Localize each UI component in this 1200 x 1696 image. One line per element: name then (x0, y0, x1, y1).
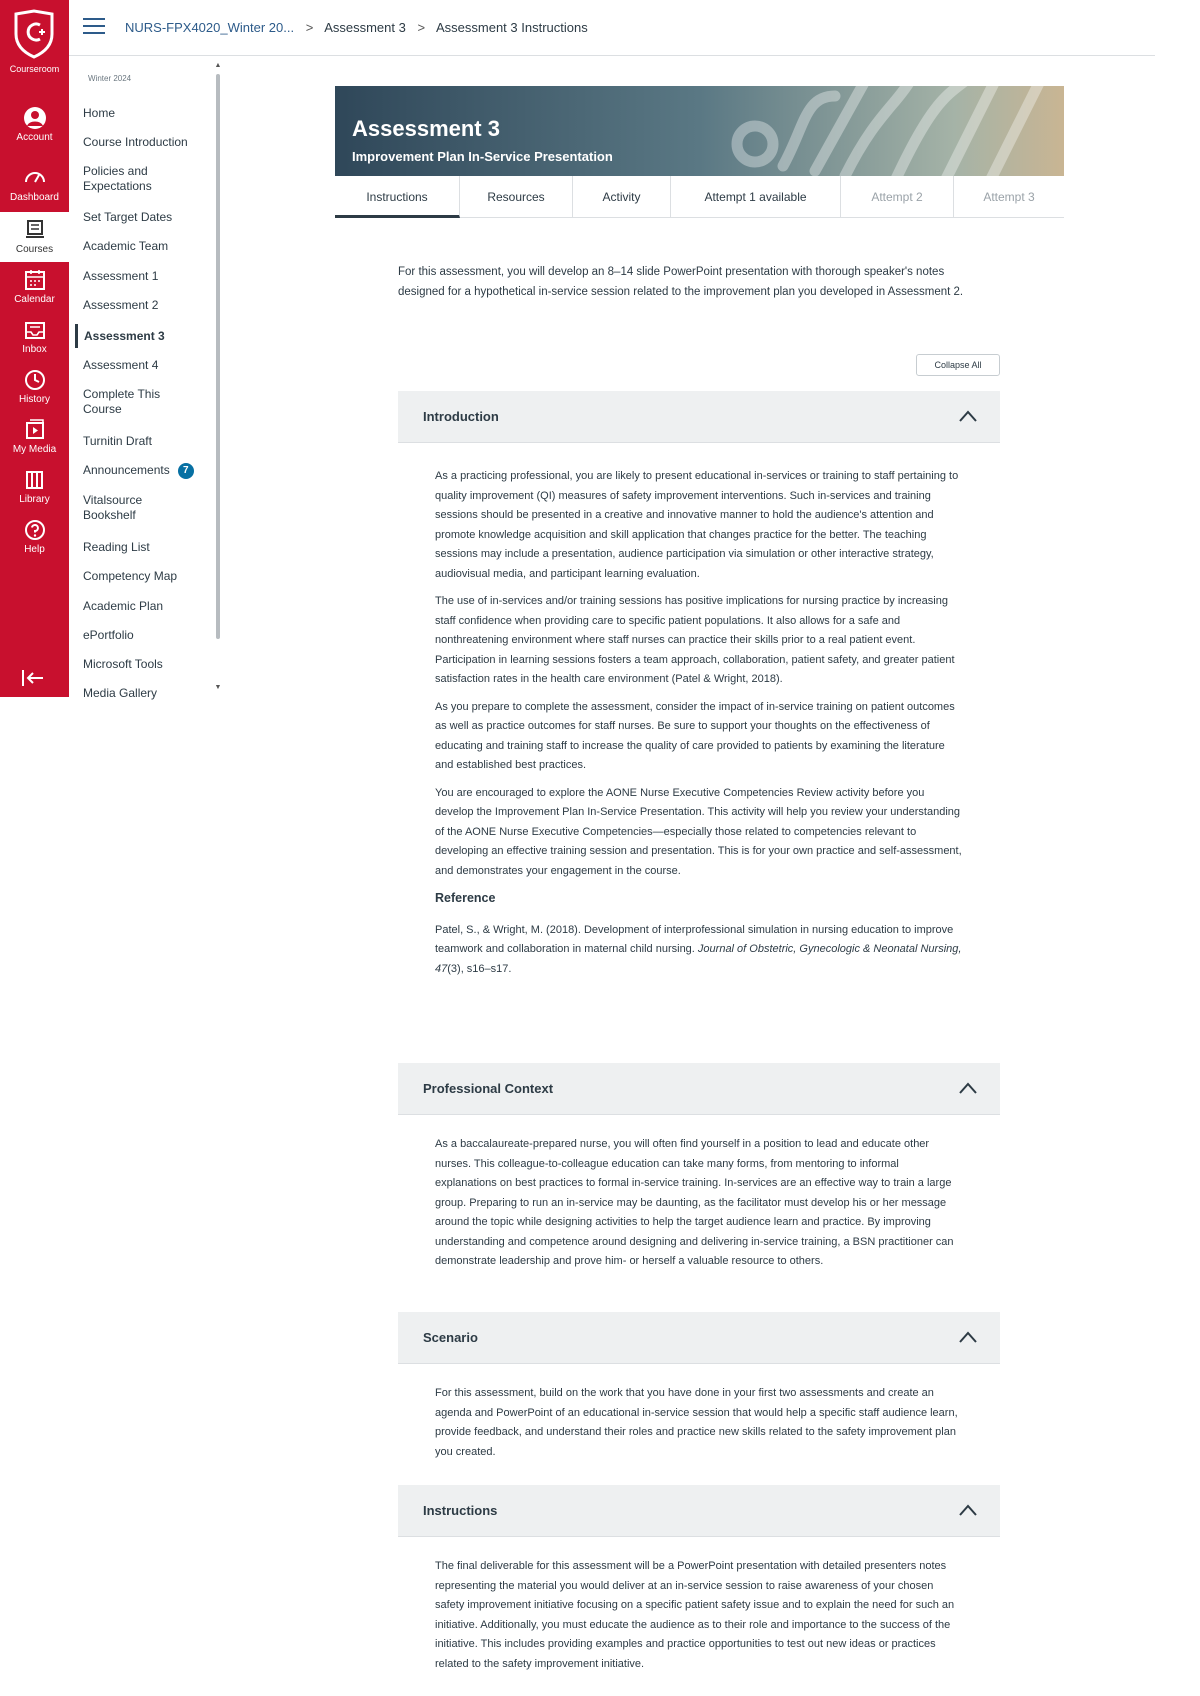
gnav-dashboard[interactable] (0, 166, 69, 216)
course-nav-microsoft-tools[interactable]: Microsoft Tools (83, 657, 163, 671)
breadcrumb-bar (69, 0, 1155, 56)
gnav-inbox[interactable] (0, 318, 69, 368)
scroll-down-arrow-icon[interactable]: ▼ (214, 684, 222, 691)
gnav-label: Library (19, 494, 50, 505)
unread-count-badge: 7 (178, 463, 194, 479)
course-nav-assessment-4[interactable]: Assessment 4 (83, 358, 159, 372)
tab-resources[interactable]: Resources (460, 176, 573, 218)
course-nav-policies[interactable]: Policies and Expectations (83, 164, 152, 193)
gnav-account[interactable] (0, 106, 69, 156)
breadcrumb-current: Assessment 3 Instructions (435, 20, 588, 35)
intro-paragraph: As a practicing professional, you are likely to present educational in-services or training to staff pertaining to quality improvement (QI) measures of safety improvement interventions. Such in-services and training sessions should be presented in a creative and innovative manner to hold the audience's attention and promote knowledge acquisition and skill application that changes practice for the better. The teaching sessions may include a presentation, audience participation via simulation or other interactive strategy, audiovisual media, and participant learning evaluation. (435, 470, 959, 580)
accordion-introduction-body (435, 467, 963, 987)
course-nav-home[interactable]: Home (83, 106, 116, 120)
course-nav-eportfolio[interactable]: ePortfolio (83, 628, 134, 642)
course-nav-complete-this-course[interactable]: Complete This Course (83, 387, 161, 416)
accordion-professional-context-body (435, 1135, 963, 1280)
global-nav (0, 0, 69, 697)
collapse-all-button[interactable]: Collapse All (916, 354, 1000, 376)
course-nav-academic-team[interactable]: Academic Team (83, 239, 169, 253)
courses-icon (23, 218, 47, 242)
reference-text: Patel, S., & Wright, M. (2018). Development of interprofessional simulation in nursing education to improve teamwork and collaboration in maternal child nursing. (435, 923, 954, 955)
course-nav-announcements[interactable] (75, 463, 215, 479)
gnav-help[interactable] (0, 518, 69, 568)
gnav-label: Courses (15, 244, 54, 255)
gnav-label: Help (24, 544, 45, 555)
assessment-overview-text: For this assessment, you will develop an 8–14 slide PowerPoint presentation with thorough speaker's notes designed for a hypothetical in-service session related to the improvement plan you developed in Assessment 2. (398, 266, 964, 298)
accordion-title: Professional Context (423, 1081, 554, 1096)
course-nav-set-target-dates[interactable]: Set Target Dates (83, 210, 173, 224)
term-label: Winter 2024 (88, 74, 132, 83)
accordion-title: Scenario (423, 1330, 478, 1345)
tab-attempt-1[interactable]: Attempt 1 available (671, 176, 841, 218)
dashboard-icon (23, 166, 47, 190)
announcements-label: Announcements (83, 463, 170, 478)
intro-paragraph: The use of in-services and/or training sessions has positive implications for nursing practice by increasing staff confidence when providing care to specific patient populations. It also allows for a safe and nonthreatening environment where staff nurses can practice their skills prior to a real patient event. Participation in learning sessions fosters a team approach, collaboration, patient safety, and greater patient satisfaction rates in the health care environment (Patel & Wright, 2018). (435, 595, 955, 685)
course-nav-turnitin-draft[interactable]: Turnitin Draft (83, 434, 152, 448)
tab-activity[interactable]: Activity (573, 176, 671, 218)
assessment-subtitle: Improvement Plan In-Service Presentation (352, 149, 613, 164)
accordion-scenario-body (435, 1384, 963, 1470)
course-nav-assessment-2[interactable]: Assessment 2 (83, 298, 159, 312)
reference-journal: Journal of Obstetric, Gynecologic & Neonatal Nursing, 47 (435, 943, 962, 975)
breadcrumb (125, 20, 588, 35)
scrollbar-thumb[interactable] (216, 74, 220, 639)
gnav-my-media[interactable] (0, 418, 69, 468)
accordion-instructions-header[interactable] (398, 1485, 1000, 1537)
reference-heading: Reference (435, 891, 496, 905)
intro-paragraph: You are encouraged to explore the AONE Nurse Executive Competencies Review activity before you develop the Improvement Plan In-Service Presentation. This activity will help you review your understanding of the AONE Nurse Executive Competencies—especially those related to competencies relevant to developing an effective training session and presentation. This is for your own practice and self-assessment, and demonstrates your engagement in the course. (435, 786, 962, 877)
accordion-introduction-header[interactable] (398, 391, 1000, 443)
scenario-paragraph: For this assessment, build on the work that you have done in your first two assessments and create an agenda and PowerPoint of an educational in-service session that would help a specific staff audience learn, provide feedback, and understand their roles and practice new skills related to the safety improvement plan you created. (435, 1387, 958, 1458)
tab-instructions[interactable]: Instructions (335, 176, 460, 218)
chevron-right-icon: > (305, 20, 314, 35)
accordion-title: Instructions (423, 1503, 498, 1518)
tab-attempt-3: Attempt 3 (983, 190, 1035, 204)
gnav-label: My Media (12, 444, 57, 455)
library-icon (23, 468, 47, 492)
chevron-up-icon (958, 1330, 978, 1344)
tab-attempt-2: Attempt 2 (841, 176, 954, 218)
course-nav-assessment-3[interactable]: Assessment 3 (75, 324, 215, 348)
course-nav-competency-map[interactable]: Competency Map (83, 569, 178, 583)
breadcrumb-assessment[interactable]: Assessment 3 (324, 20, 406, 35)
assessment-banner (335, 86, 1064, 176)
course-nav-academic-plan[interactable]: Academic Plan (83, 599, 164, 613)
course-nav-course-introduction[interactable]: Course Introduction (83, 135, 188, 149)
accordion-title: Introduction (423, 409, 499, 424)
gnav-history[interactable] (0, 368, 69, 418)
course-nav (75, 62, 225, 700)
gnav-label: History (18, 394, 51, 405)
scroll-up-arrow-icon[interactable]: ▲ (214, 62, 222, 69)
courseroom-logo[interactable] (0, 0, 69, 78)
gnav-label: Dashboard (10, 192, 59, 203)
instructions-paragraph: The final deliverable for this assessment will be a PowerPoint presentation with detailed presenters notes representing the material you would deliver at an in-service session to raise awareness of your chosen safety improvement initiative focusing on a specific patient safety issue and to explain the need for such an initiative. Additionally, you must educate the audience as to their role and importance to the success of the initiative. This includes providing examples and practice opportunities to test out new ideas or practices related to the safety improvement initiative. (435, 1560, 955, 1670)
gnav-label: Inbox (22, 344, 47, 355)
history-icon (23, 368, 47, 392)
logo-text: Courseroom (9, 64, 60, 74)
accordion-scenario-header[interactable] (398, 1312, 1000, 1364)
reference-citation (435, 921, 963, 980)
gnav-courses[interactable] (0, 212, 69, 262)
calendar-icon (23, 268, 47, 292)
chevron-right-icon: > (417, 20, 426, 35)
assessment-tabs (335, 176, 1064, 218)
reference-tail: (3), s16–s17. (447, 962, 512, 975)
account-icon (23, 106, 47, 130)
help-icon (23, 518, 47, 542)
my-media-icon (23, 418, 47, 442)
accordion-professional-context-header[interactable] (398, 1063, 1000, 1115)
accordion-instructions-body (435, 1557, 963, 1682)
breadcrumb-course[interactable]: NURS-FPX4020_Winter 20... (125, 20, 295, 35)
chevron-up-icon (958, 1081, 978, 1095)
course-nav-media-gallery[interactable]: Media Gallery (83, 686, 158, 700)
collapse-nav-icon[interactable] (20, 668, 46, 688)
intro-paragraph: As you prepare to complete the assessment, consider the impact of in-service training on patient outcomes as well as practice outcomes for staff nurses. Be sure to support your thoughts on the effectiveness of educating and training staff to increase the quality of care provided to patients by examining the literature and established best practices. (435, 700, 955, 771)
course-nav-vitalsource[interactable]: Vitalsource Bookshelf (83, 493, 143, 522)
gnav-library[interactable] (0, 468, 69, 518)
hamburger-menu-icon[interactable] (83, 18, 105, 36)
context-paragraph: As a baccalaureate-prepared nurse, you will often find yourself in a position to lead and educate other nurses. This colleague-to-colleague education can take many forms, from mentoring to informal explanations on best practices to formal in-service training. In-services are an effective way to train a large group. Preparing to run an in-service may be daunting, as the facilitator must develop his or her message around the topic while designing activities to help the target audience learn and practice. By improving understanding and competence around designing and delivering in-service training, a BSN practitioner can demonstrate leadership and prove him- or herself a valuable resource to others. (435, 1138, 954, 1267)
chevron-up-icon (958, 409, 978, 423)
chevron-up-icon (958, 1503, 978, 1517)
course-nav-assessment-1[interactable]: Assessment 1 (83, 269, 159, 283)
gnav-calendar[interactable] (0, 268, 69, 318)
gnav-label: Calendar (14, 294, 55, 305)
course-nav-reading-list[interactable]: Reading List (83, 540, 150, 554)
assessment-title: Assessment 3 (352, 116, 500, 141)
shield-logo-icon (13, 10, 55, 58)
inbox-icon (23, 318, 47, 342)
gnav-label: Account (16, 132, 53, 143)
course-nav-scrollbar[interactable] (214, 62, 222, 694)
